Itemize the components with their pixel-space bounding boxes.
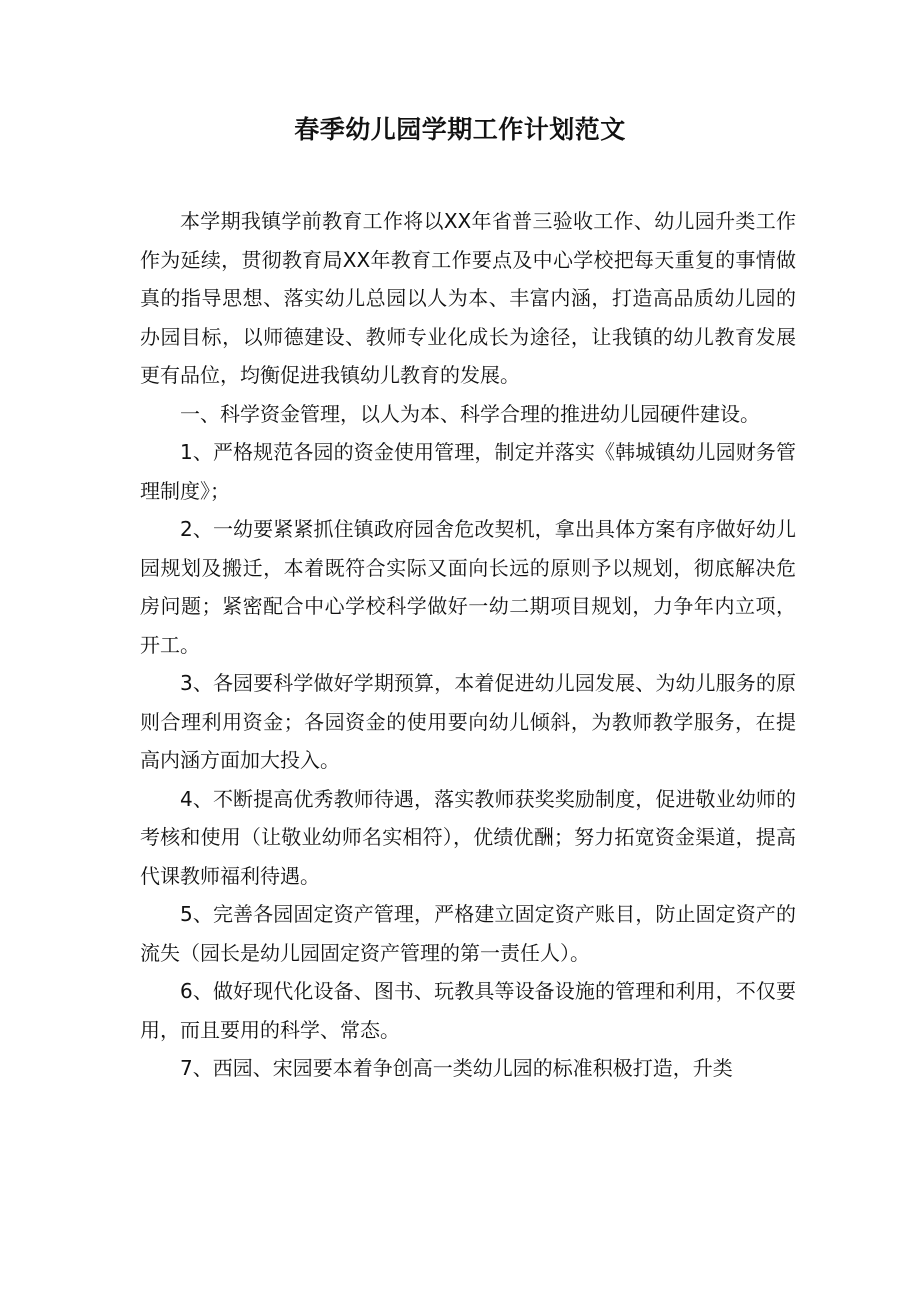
paragraph-item-3: 3、各园要科学做好学期预算，本着促进幼儿园发展、为幼儿服务的原则合理利用资金；各园资金的使用要向幼儿倾斜，为教师教学服务，在提高内涵方面加大投入。: [140, 671, 796, 772]
paragraph-item-6: 6、做好现代化设备、图书、玩教具等设备设施的管理和利用，不仅要用，而且要用的科学、常态。: [140, 979, 796, 1042]
paragraph-item-2: 2、一幼要紧紧抓住镇政府园舍危改契机，拿出具体方案有序做好幼儿园规划及搬迁，本着既符合实际又面向长远的原则予以规划，彻底解决危房问题；紧密配合中心学校科学做好一幼二期项目规划，力争年内立项，开工。: [140, 517, 796, 657]
document-body: [140, 202, 796, 1088]
section-heading-1: 一、科学资金管理，以人为本、科学合理的推进幼儿园硬件建设。: [180, 401, 760, 426]
document-title: 春季幼儿园学期工作计划范文: [294, 115, 626, 144]
paragraph-item-4: 4、不断提高优秀教师待遇，落实教师获奖奖励制度，促进敬业幼师的考核和使用（让敬业幼师名实相符），优绩优酬；努力拓宽资金渠道，提高代课教师福利待遇。: [140, 786, 796, 888]
paragraph-item-1: 1、严格规范各园的资金使用管理，制定并落实《韩城镇幼儿园财务管理制度》；: [140, 440, 796, 503]
paragraph-intro: 本学期我镇学前教育工作将以XX年省普三验收工作、幼儿园升类工作作为延续，贯彻教育局XX年教育工作要点及中心学校把每天重复的事情做真的指导思想、落实幼儿总园以人为本、丰富内涵，打造高品质幼儿园的办园目标，以师德建设、教师专业化成长为途径，让我镇的幼儿教育发展更有品位，均衡促进我镇幼儿教育的发展。: [140, 209, 796, 387]
paragraph-item-5: 5、完善各园固定资产管理，严格建立固定资产账目，防止固定资产的流失（园长是幼儿园固定资产管理的第一责任人）。: [140, 902, 796, 965]
paragraph-item-7: 7、西园、宋园要本着争创高一类幼儿园的标准积极打造，升类: [180, 1056, 733, 1080]
